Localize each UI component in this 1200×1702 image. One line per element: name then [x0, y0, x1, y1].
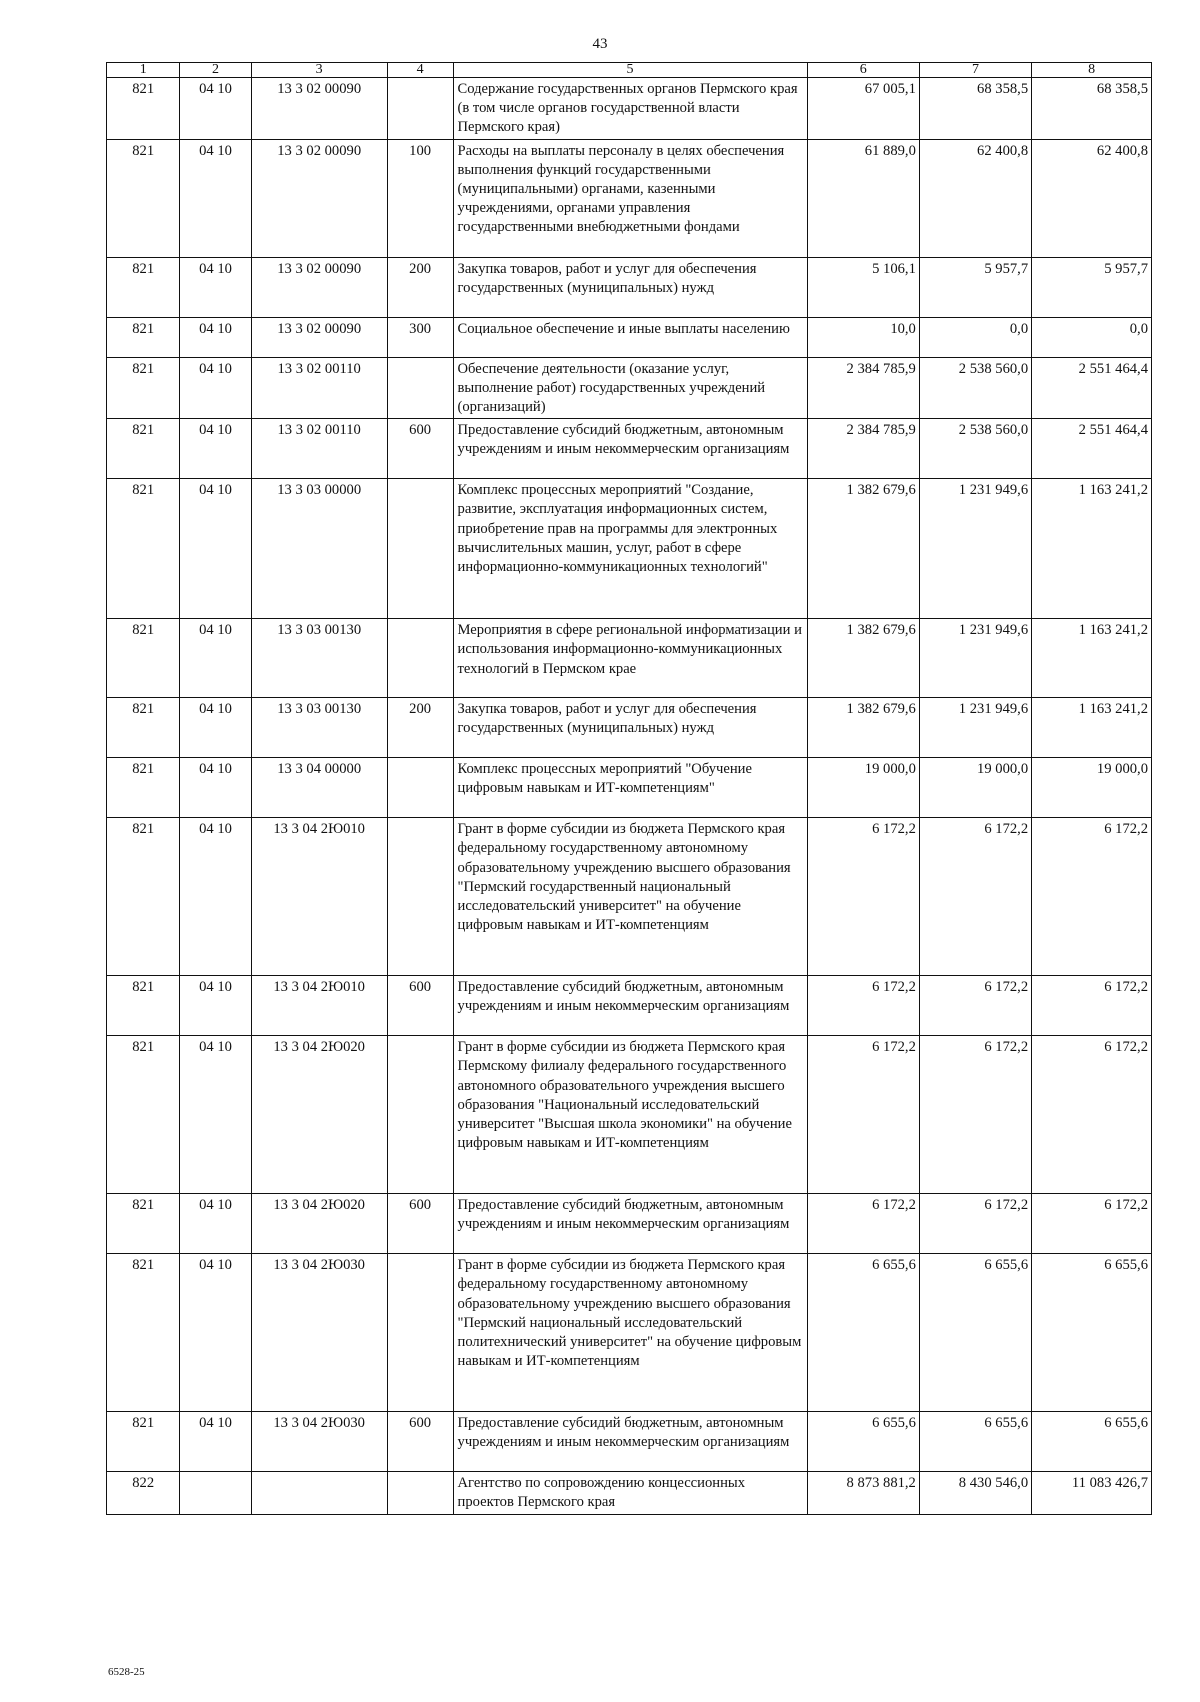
department-code-cell: 821 — [107, 78, 180, 140]
amount-year3-cell: 6 172,2 — [1032, 1036, 1152, 1194]
item-name-cell: Грант в форме субсидии из бюджета Пермского края Пермскому филиалу федерального государственного автономного образовательного учреждения высшего образования "Национальный исследовательский университет "Высшая школа экономики" на обучение цифровым навыкам и ИТ-компетенциям — [453, 1036, 807, 1194]
amount-year2-cell: 5 957,7 — [919, 257, 1031, 317]
item-name-cell: Грант в форме субсидии из бюджета Пермского края федеральному государственному автономному образовательному учреждению высшего образования "Пермский государственный национальный исследовательский университет" на обучение цифровым навыкам и ИТ-компетенциям — [453, 818, 807, 976]
amount-year1-cell: 10,0 — [807, 317, 919, 357]
department-code-cell: 821 — [107, 976, 180, 1036]
item-name-cell: Закупка товаров, работ и услуг для обеспечения государственных (муниципальных) нужд — [453, 698, 807, 758]
table-row — [107, 78, 1152, 140]
department-code-cell: 821 — [107, 698, 180, 758]
amount-year2-cell: 1 231 949,6 — [919, 479, 1031, 619]
section-code-cell: 04 10 — [180, 139, 251, 257]
department-code-cell: 821 — [107, 1036, 180, 1194]
department-code-cell: 821 — [107, 1412, 180, 1472]
section-code-cell: 04 10 — [180, 619, 251, 698]
amount-year1-cell: 5 106,1 — [807, 257, 919, 317]
section-code-cell: 04 10 — [180, 1036, 251, 1194]
item-name-cell: Предоставление субсидий бюджетным, автономным учреждениям и иным некоммерческим организациям — [453, 419, 807, 479]
table-row — [107, 257, 1152, 317]
amount-year1-cell: 1 382 679,6 — [807, 698, 919, 758]
amount-year3-cell: 2 551 464,4 — [1032, 419, 1152, 479]
target-article-cell: 13 3 03 00130 — [251, 619, 387, 698]
department-code-cell: 822 — [107, 1472, 180, 1514]
section-code-cell: 04 10 — [180, 1412, 251, 1472]
table-row — [107, 479, 1152, 619]
section-code-cell — [180, 1472, 251, 1514]
table-row — [107, 419, 1152, 479]
item-name-cell: Предоставление субсидий бюджетным, автономным учреждениям и иным некоммерческим организациям — [453, 976, 807, 1036]
target-article-cell — [251, 1472, 387, 1514]
expense-type-cell: 100 — [387, 139, 453, 257]
department-code-cell: 821 — [107, 479, 180, 619]
amount-year2-cell: 6 172,2 — [919, 1194, 1031, 1254]
expense-type-cell: 600 — [387, 1412, 453, 1472]
department-code-cell: 821 — [107, 317, 180, 357]
section-code-cell: 04 10 — [180, 698, 251, 758]
amount-year3-cell: 6 172,2 — [1032, 1194, 1152, 1254]
amount-year1-cell: 67 005,1 — [807, 78, 919, 140]
item-name-cell: Обеспечение деятельности (оказание услуг, выполнение работ) государственных учреждений (организаций) — [453, 357, 807, 419]
column-number: 2 — [180, 63, 251, 78]
expense-type-cell — [387, 1254, 453, 1412]
table-row — [107, 317, 1152, 357]
section-code-cell: 04 10 — [180, 317, 251, 357]
section-code-cell: 04 10 — [180, 1194, 251, 1254]
item-name-cell: Расходы на выплаты персоналу в целях обеспечения выполнения функций государственными (муниципальными) органами, казенными учреждениями, органами управления государственными внебюджетными фондами — [453, 139, 807, 257]
target-article-cell: 13 3 04 2Ю020 — [251, 1036, 387, 1194]
amount-year2-cell: 0,0 — [919, 317, 1031, 357]
amount-year3-cell: 19 000,0 — [1032, 758, 1152, 818]
amount-year2-cell: 68 358,5 — [919, 78, 1031, 140]
amount-year2-cell: 6 172,2 — [919, 818, 1031, 976]
amount-year2-cell: 1 231 949,6 — [919, 698, 1031, 758]
amount-year1-cell: 6 172,2 — [807, 1036, 919, 1194]
page-number: 43 — [592, 36, 608, 52]
column-number: 7 — [919, 63, 1031, 78]
amount-year1-cell: 6 172,2 — [807, 1194, 919, 1254]
expense-type-cell: 600 — [387, 1194, 453, 1254]
column-number-row — [107, 63, 1152, 78]
amount-year3-cell: 5 957,7 — [1032, 257, 1152, 317]
target-article-cell: 13 3 03 00000 — [251, 479, 387, 619]
item-name-cell: Агентство по сопровождению концессионных проектов Пермского края — [453, 1472, 807, 1514]
amount-year1-cell: 2 384 785,9 — [807, 357, 919, 419]
amount-year2-cell: 19 000,0 — [919, 758, 1031, 818]
item-name-cell: Социальное обеспечение и иные выплаты населению — [453, 317, 807, 357]
department-code-cell: 821 — [107, 1254, 180, 1412]
expense-type-cell — [387, 1036, 453, 1194]
item-name-cell: Мероприятия в сфере региональной информатизации и использования информационно-коммуникационных технологий в Пермском крае — [453, 619, 807, 698]
department-code-cell: 821 — [107, 619, 180, 698]
section-code-cell: 04 10 — [180, 818, 251, 976]
amount-year1-cell: 6 172,2 — [807, 818, 919, 976]
target-article-cell: 13 3 04 2Ю030 — [251, 1254, 387, 1412]
item-name-cell: Предоставление субсидий бюджетным, автономным учреждениям и иным некоммерческим организациям — [453, 1194, 807, 1254]
department-code-cell: 821 — [107, 758, 180, 818]
department-code-cell: 821 — [107, 357, 180, 419]
expense-type-cell: 200 — [387, 698, 453, 758]
target-article-cell: 13 3 02 00090 — [251, 139, 387, 257]
amount-year1-cell: 8 873 881,2 — [807, 1472, 919, 1514]
amount-year2-cell: 2 538 560,0 — [919, 419, 1031, 479]
table-row — [107, 619, 1152, 698]
item-name-cell: Грант в форме субсидии из бюджета Пермского края федеральному государственному автономному образовательному учреждению высшего образования "Пермский национальный исследовательский политехнический университет" на обучение цифровым навыкам и ИТ-компетенциям — [453, 1254, 807, 1412]
section-code-cell: 04 10 — [180, 257, 251, 317]
column-number: 5 — [453, 63, 807, 78]
amount-year3-cell: 6 172,2 — [1032, 976, 1152, 1036]
department-code-cell: 821 — [107, 257, 180, 317]
expense-type-cell — [387, 619, 453, 698]
amount-year3-cell: 6 655,6 — [1032, 1254, 1152, 1412]
table-row — [107, 1254, 1152, 1412]
amount-year1-cell: 6 655,6 — [807, 1254, 919, 1412]
amount-year2-cell: 6 655,6 — [919, 1412, 1031, 1472]
amount-year2-cell: 2 538 560,0 — [919, 357, 1031, 419]
amount-year1-cell: 1 382 679,6 — [807, 479, 919, 619]
amount-year2-cell: 6 172,2 — [919, 976, 1031, 1036]
table-row — [107, 698, 1152, 758]
table-row — [107, 1194, 1152, 1254]
column-number: 6 — [807, 63, 919, 78]
table-row — [107, 357, 1152, 419]
amount-year3-cell: 2 551 464,4 — [1032, 357, 1152, 419]
target-article-cell: 13 3 04 2Ю010 — [251, 818, 387, 976]
document-code: 6528-25 — [108, 1666, 145, 1678]
amount-year2-cell: 6 655,6 — [919, 1254, 1031, 1412]
table-row — [107, 818, 1152, 976]
amount-year1-cell: 6 655,6 — [807, 1412, 919, 1472]
expense-type-cell — [387, 357, 453, 419]
amount-year3-cell: 1 163 241,2 — [1032, 479, 1152, 619]
table-row — [107, 976, 1152, 1036]
amount-year3-cell: 1 163 241,2 — [1032, 619, 1152, 698]
item-name-cell: Комплекс процессных мероприятий "Обучение цифровым навыкам и ИТ-компетенциям" — [453, 758, 807, 818]
table-row — [107, 1036, 1152, 1194]
amount-year1-cell: 19 000,0 — [807, 758, 919, 818]
amount-year1-cell: 1 382 679,6 — [807, 619, 919, 698]
section-code-cell: 04 10 — [180, 357, 251, 419]
amount-year2-cell: 1 231 949,6 — [919, 619, 1031, 698]
target-article-cell: 13 3 03 00130 — [251, 698, 387, 758]
section-code-cell: 04 10 — [180, 419, 251, 479]
section-code-cell: 04 10 — [180, 1254, 251, 1412]
amount-year2-cell: 6 172,2 — [919, 1036, 1031, 1194]
target-article-cell: 13 3 02 00090 — [251, 317, 387, 357]
item-name-cell: Предоставление субсидий бюджетным, автономным учреждениям и иным некоммерческим организациям — [453, 1412, 807, 1472]
expense-type-cell — [387, 78, 453, 140]
column-number: 1 — [107, 63, 180, 78]
target-article-cell: 13 3 04 2Ю030 — [251, 1412, 387, 1472]
target-article-cell: 13 3 04 2Ю010 — [251, 976, 387, 1036]
column-number: 3 — [251, 63, 387, 78]
table-row — [107, 758, 1152, 818]
table-row — [107, 1412, 1152, 1472]
section-code-cell: 04 10 — [180, 78, 251, 140]
amount-year1-cell: 6 172,2 — [807, 976, 919, 1036]
amount-year2-cell: 8 430 546,0 — [919, 1472, 1031, 1514]
amount-year3-cell: 1 163 241,2 — [1032, 698, 1152, 758]
department-code-cell: 821 — [107, 139, 180, 257]
target-article-cell: 13 3 04 00000 — [251, 758, 387, 818]
department-code-cell: 821 — [107, 1194, 180, 1254]
section-code-cell: 04 10 — [180, 479, 251, 619]
column-number: 8 — [1032, 63, 1152, 78]
section-code-cell: 04 10 — [180, 976, 251, 1036]
department-code-cell: 821 — [107, 419, 180, 479]
budget-table — [106, 62, 1152, 1515]
amount-year2-cell: 62 400,8 — [919, 139, 1031, 257]
amount-year3-cell: 62 400,8 — [1032, 139, 1152, 257]
expense-type-cell: 300 — [387, 317, 453, 357]
amount-year3-cell: 0,0 — [1032, 317, 1152, 357]
target-article-cell: 13 3 02 00090 — [251, 257, 387, 317]
table-row — [107, 1472, 1152, 1514]
target-article-cell: 13 3 02 00110 — [251, 419, 387, 479]
amount-year3-cell: 11 083 426,7 — [1032, 1472, 1152, 1514]
target-article-cell: 13 3 04 2Ю020 — [251, 1194, 387, 1254]
expense-type-cell — [387, 479, 453, 619]
amount-year1-cell: 2 384 785,9 — [807, 419, 919, 479]
item-name-cell: Комплекс процессных мероприятий "Создание, развитие, эксплуатация информационных систем, приобретение прав на программы для электронных вычислительных машин, услуг, работ в сфере информационно-коммуникационных технологий" — [453, 479, 807, 619]
table-row — [107, 139, 1152, 257]
target-article-cell: 13 3 02 00110 — [251, 357, 387, 419]
expense-type-cell: 600 — [387, 976, 453, 1036]
section-code-cell: 04 10 — [180, 758, 251, 818]
column-number: 4 — [387, 63, 453, 78]
expense-type-cell: 200 — [387, 257, 453, 317]
expense-type-cell — [387, 758, 453, 818]
item-name-cell: Содержание государственных органов Пермского края (в том числе органов государственной власти Пермского края) — [453, 78, 807, 140]
item-name-cell: Закупка товаров, работ и услуг для обеспечения государственных (муниципальных) нужд — [453, 257, 807, 317]
department-code-cell: 821 — [107, 818, 180, 976]
amount-year3-cell: 6 655,6 — [1032, 1412, 1152, 1472]
target-article-cell: 13 3 02 00090 — [251, 78, 387, 140]
expense-type-cell — [387, 818, 453, 976]
amount-year3-cell: 6 172,2 — [1032, 818, 1152, 976]
amount-year3-cell: 68 358,5 — [1032, 78, 1152, 140]
expense-type-cell — [387, 1472, 453, 1514]
expense-type-cell: 600 — [387, 419, 453, 479]
amount-year1-cell: 61 889,0 — [807, 139, 919, 257]
